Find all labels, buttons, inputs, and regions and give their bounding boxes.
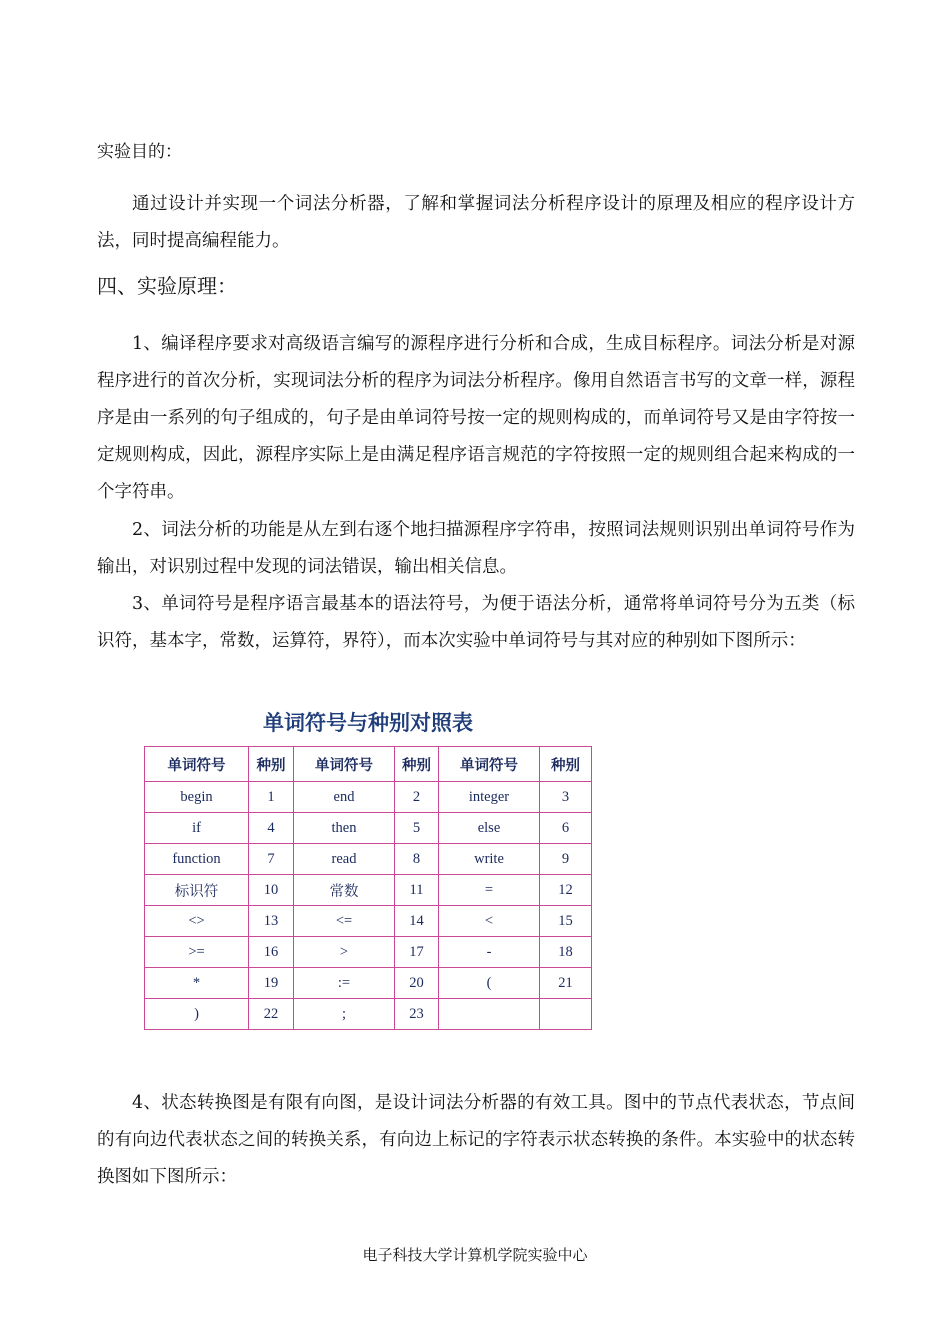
- category-code-cell: 20: [395, 968, 439, 999]
- principle-paragraph-4: 4、状态转换图是有限有向图，是设计词法分析器的有效工具。图中的节点代表状态，节点间的有向边代表状态之间的转换关系，有向边上标记的字符表示状态转换的条件。本实验中的状态转换图如下图所示：: [97, 1093, 855, 1187]
- symbol-cell: if: [145, 813, 249, 844]
- table-row: [145, 906, 592, 937]
- symbol-cell: integer: [439, 782, 540, 813]
- category-code-cell: 16: [249, 937, 294, 968]
- category-code-cell: 15: [540, 906, 592, 937]
- table-row: [145, 937, 592, 968]
- symbol-cell: 常数: [294, 875, 395, 906]
- category-code-cell: 4: [249, 813, 294, 844]
- category-code-cell: 19: [249, 968, 294, 999]
- symbol-cell: function: [145, 844, 249, 875]
- purpose-heading: 实验目的：: [97, 142, 182, 162]
- category-code-cell: 8: [395, 844, 439, 875]
- symbol-cell: then: [294, 813, 395, 844]
- header-cell: 单词符号: [294, 747, 395, 782]
- table-row: [145, 844, 592, 875]
- category-code-cell: 13: [249, 906, 294, 937]
- category-code-cell: 1: [249, 782, 294, 813]
- category-code-cell: 7: [249, 844, 294, 875]
- symbol-cell: :=: [294, 968, 395, 999]
- table-row: [145, 968, 592, 999]
- category-code-cell: 11: [395, 875, 439, 906]
- category-code-cell: 5: [395, 813, 439, 844]
- category-code-cell: 12: [540, 875, 592, 906]
- symbol-cell: =: [439, 875, 540, 906]
- symbol-cell: else: [439, 813, 540, 844]
- category-code-cell: 9: [540, 844, 592, 875]
- token-category-table: [144, 746, 592, 1030]
- category-code-cell: 10: [249, 875, 294, 906]
- category-code-cell: 17: [395, 937, 439, 968]
- category-code-cell: 22: [249, 999, 294, 1030]
- table-body: [145, 782, 592, 1030]
- category-code-cell: [540, 999, 592, 1030]
- table-row: [145, 999, 592, 1030]
- category-code-cell: 23: [395, 999, 439, 1030]
- principle-heading: 四、实验原理：: [97, 274, 237, 298]
- header-cell: 种别: [249, 747, 294, 782]
- header-cell: 单词符号: [145, 747, 249, 782]
- symbol-cell: 标识符: [145, 875, 249, 906]
- symbol-cell: ): [145, 999, 249, 1030]
- category-code-cell: 3: [540, 782, 592, 813]
- category-code-cell: 18: [540, 937, 592, 968]
- symbol-cell: -: [439, 937, 540, 968]
- symbol-cell: (: [439, 968, 540, 999]
- principle-paragraph-3: 3、单词符号是程序语言最基本的语法符号，为便于语法分析，通常将单词符号分为五类（标识符，基本字，常数，运算符，界符），而本次实验中单词符号与其对应的种别如下图所示：: [97, 594, 855, 651]
- category-code-cell: 14: [395, 906, 439, 937]
- header-cell: 单词符号: [439, 747, 540, 782]
- category-code-cell: 21: [540, 968, 592, 999]
- header-cell: 种别: [540, 747, 592, 782]
- symbol-cell: ;: [294, 999, 395, 1030]
- symbol-cell: read: [294, 844, 395, 875]
- table-title: 单词符号与种别对照表: [263, 711, 473, 735]
- symbol-cell: <>: [145, 906, 249, 937]
- category-code-cell: 6: [540, 813, 592, 844]
- table-row: [145, 875, 592, 906]
- table-header-row: [145, 747, 592, 782]
- symbol-cell: <: [439, 906, 540, 937]
- symbol-cell: <=: [294, 906, 395, 937]
- page-footer: 电子科技大学计算机学院实验中心: [362, 1246, 588, 1264]
- table-row: [145, 782, 592, 813]
- symbol-cell: >=: [145, 937, 249, 968]
- category-code-cell: 2: [395, 782, 439, 813]
- symbol-cell: begin: [145, 782, 249, 813]
- table-row: [145, 813, 592, 844]
- symbol-cell: *: [145, 968, 249, 999]
- principle-paragraph-2: 2、词法分析的功能是从左到右逐个地扫描源程序字符串，按照词法规则识别出单词符号作为输出，对识别过程中发现的词法错误，输出相关信息。: [97, 520, 855, 577]
- symbol-cell: >: [294, 937, 395, 968]
- symbol-cell: [439, 999, 540, 1030]
- symbol-cell: end: [294, 782, 395, 813]
- principle-paragraph-1: 1、编译程序要求对高级语言编写的源程序进行分析和合成，生成目标程序。词法分析是对源程序进行的首次分析，实现词法分析的程序为词法分析程序。像用自然语言书写的文章一样，源程序是由一系列的句子组成的，句子是由单词符号按一定的规则构成的，而单词符号又是由字符按一定规则构成，因此，源程序实际上是由满足程序语言规范的字符按照一定的规则组合起来构成的一个字符串。: [97, 334, 855, 502]
- symbol-cell: write: [439, 844, 540, 875]
- purpose-paragraph: 通过设计并实现一个词法分析器，了解和掌握词法分析程序设计的原理及相应的程序设计方法，同时提高编程能力。: [97, 194, 855, 251]
- header-cell: 种别: [395, 747, 439, 782]
